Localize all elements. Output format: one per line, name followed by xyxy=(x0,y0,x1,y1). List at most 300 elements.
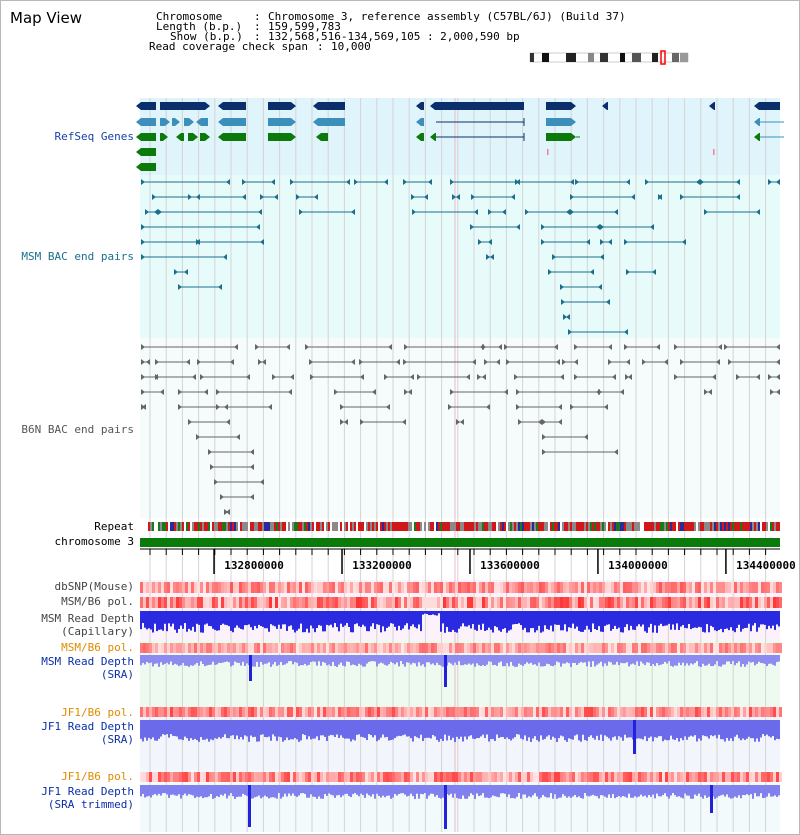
read-depth-bar xyxy=(778,720,780,739)
read-depth-bar xyxy=(304,611,306,632)
heatmap-cell xyxy=(155,772,158,782)
read-depth-bar xyxy=(610,785,612,798)
heatmap-cell xyxy=(215,643,218,653)
read-depth-bar xyxy=(460,655,462,665)
track-label-msm-depth-cap-sub: (Capillary) xyxy=(61,625,134,638)
read-depth-bar xyxy=(710,655,712,666)
read-depth-bar xyxy=(612,720,614,737)
read-depth-bar xyxy=(238,611,240,628)
repeat-segment xyxy=(552,522,554,531)
read-depth-bar xyxy=(690,720,692,736)
read-depth-bar xyxy=(196,655,198,663)
heatmap-cell xyxy=(446,707,449,717)
heatmap-cell xyxy=(344,597,347,608)
read-depth-bar xyxy=(598,655,600,663)
repeat-segment xyxy=(616,522,618,531)
read-depth-bar xyxy=(648,785,650,795)
heatmap-cell xyxy=(425,772,428,782)
heatmap-cell xyxy=(704,582,707,593)
read-depth-bar xyxy=(686,655,688,663)
read-depth-bar xyxy=(706,655,708,665)
heatmap-cell xyxy=(167,707,170,717)
read-depth-bar xyxy=(432,785,434,794)
read-depth-bar xyxy=(500,611,502,632)
repeat-segment xyxy=(220,522,222,531)
read-depth-bar xyxy=(524,655,526,664)
heatmap-cell xyxy=(383,707,386,717)
heatmap-cell xyxy=(449,582,452,593)
heatmap-cell xyxy=(299,582,302,593)
heatmap-cell xyxy=(365,707,368,717)
heatmap-cell xyxy=(410,597,413,608)
read-depth-bar xyxy=(708,655,710,664)
heatmap-cell xyxy=(152,772,155,782)
read-depth-bar xyxy=(228,785,230,796)
read-depth-bar xyxy=(636,720,638,739)
read-depth-bar xyxy=(662,785,664,795)
read-depth-bar xyxy=(704,720,706,736)
read-depth-bar xyxy=(472,785,474,795)
read-depth-bar xyxy=(300,611,302,624)
heatmap-cell xyxy=(422,582,425,593)
repeat-track xyxy=(148,522,780,531)
heatmap-cell xyxy=(515,707,518,717)
read-depth-bar xyxy=(618,611,620,628)
heatmap-cell xyxy=(713,772,716,782)
heatmap-cell xyxy=(164,707,167,717)
read-depth-bar xyxy=(634,655,636,665)
heatmap-cell xyxy=(587,597,590,608)
heatmap-cell xyxy=(188,772,191,782)
heatmap-cell xyxy=(662,772,665,782)
heatmap-cell xyxy=(413,772,416,782)
heatmap-cell xyxy=(284,772,287,782)
read-depth-bar xyxy=(580,611,582,632)
heatmap-cell xyxy=(308,597,311,608)
heatmap-cell xyxy=(776,597,779,608)
repeat-segment xyxy=(392,522,394,531)
heatmap-cell xyxy=(314,772,317,782)
heatmap-cell xyxy=(173,643,176,653)
heatmap-cell xyxy=(311,707,314,717)
heatmap-cell xyxy=(560,597,563,608)
read-depth-bar xyxy=(438,785,440,798)
heatmap-cell xyxy=(710,582,713,593)
track-label-refseq: RefSeq Genes xyxy=(54,130,134,143)
read-depth-bar xyxy=(654,611,656,625)
read-depth-bar xyxy=(742,785,744,795)
read-depth-bar xyxy=(752,720,754,738)
repeat-segment xyxy=(694,522,696,531)
heatmap-cell xyxy=(626,597,629,608)
read-depth-bar xyxy=(172,785,174,795)
heatmap-cell xyxy=(251,582,254,593)
read-depth-bar xyxy=(534,720,536,736)
read-depth-bar xyxy=(204,720,206,740)
heatmap-cell xyxy=(377,582,380,593)
heatmap-cell xyxy=(344,582,347,593)
heatmap-cell xyxy=(704,597,707,608)
read-depth-bar xyxy=(180,655,182,665)
repeat-segment xyxy=(262,522,264,531)
heatmap-cell xyxy=(191,707,194,717)
read-depth-bar xyxy=(236,720,238,736)
heatmap-cell xyxy=(515,772,518,782)
read-depth-bar xyxy=(160,655,162,662)
heatmap-cell xyxy=(515,643,518,653)
repeat-segment xyxy=(362,522,364,531)
heatmap-cell xyxy=(296,582,299,593)
heatmap-cell xyxy=(542,707,545,717)
repeat-segment xyxy=(458,522,460,531)
read-depth-bar xyxy=(276,720,278,741)
heatmap-cell xyxy=(347,582,350,593)
read-depth-bar xyxy=(434,720,436,736)
read-depth-bar xyxy=(234,720,236,739)
read-depth-bar xyxy=(632,655,634,664)
read-depth-bar xyxy=(608,720,610,738)
read-depth-bar xyxy=(522,611,524,630)
read-depth-bar xyxy=(312,720,314,739)
read-depth-bar xyxy=(492,655,494,665)
heatmap-cell xyxy=(725,597,728,608)
heatmap-cell xyxy=(287,643,290,653)
read-depth-bar xyxy=(766,611,768,629)
heatmap-cell xyxy=(737,643,740,653)
heatmap-cell xyxy=(221,597,224,608)
repeat-segment xyxy=(384,522,386,531)
read-depth-bar xyxy=(200,611,202,632)
heatmap-cell xyxy=(644,597,647,608)
read-depth-bar xyxy=(718,785,720,796)
read-depth-bar xyxy=(644,655,646,665)
read-depth-bar xyxy=(530,785,532,797)
read-depth-bar xyxy=(212,611,214,629)
repeat-segment xyxy=(620,522,622,531)
heatmap-cell xyxy=(362,597,365,608)
heatmap-cell xyxy=(326,643,329,653)
repeat-segment xyxy=(778,522,780,531)
read-depth-bar xyxy=(656,611,658,633)
read-depth-bar xyxy=(760,611,762,624)
read-depth-bar xyxy=(144,611,146,628)
heatmap-cell xyxy=(497,582,500,593)
repeat-segment xyxy=(330,522,332,531)
heatmap-cell xyxy=(680,643,683,653)
read-depth-bar xyxy=(392,785,394,798)
read-depth-bar xyxy=(338,785,340,795)
read-depth-bar xyxy=(362,655,364,667)
heatmap-cell xyxy=(611,772,614,782)
heatmap-cell xyxy=(548,772,551,782)
read-depth-bar xyxy=(742,655,744,664)
heatmap-cell xyxy=(746,772,749,782)
read-depth-bar xyxy=(744,655,746,667)
heatmap-cell xyxy=(437,707,440,717)
read-depth-bar xyxy=(672,720,674,739)
read-depth-bar xyxy=(388,655,390,664)
heatmap-cell xyxy=(206,707,209,717)
read-depth-bar xyxy=(728,785,730,797)
heatmap-cell xyxy=(440,643,443,653)
read-depth-bar xyxy=(590,785,592,796)
read-depth-bar xyxy=(358,655,360,664)
repeat-segment xyxy=(196,522,198,531)
read-depth-bar xyxy=(642,785,644,796)
heatmap-cell xyxy=(761,582,764,593)
repeat-segment xyxy=(322,522,324,531)
read-depth-bar xyxy=(492,720,494,739)
heatmap-cell xyxy=(608,582,611,593)
repeat-segment xyxy=(498,522,500,531)
read-depth-bar xyxy=(712,655,714,666)
read-depth-bar xyxy=(472,611,474,624)
read-depth-bar xyxy=(504,785,506,794)
heatmap-cell xyxy=(716,772,719,782)
heatmap-cell xyxy=(386,643,389,653)
repeat-segment xyxy=(538,522,540,531)
track-label-jf1-depth-sra-sub: (SRA) xyxy=(100,733,134,746)
read-depth-bar xyxy=(506,785,508,797)
repeat-segment xyxy=(728,522,730,531)
heatmap-cell xyxy=(500,707,503,717)
repeat-segment xyxy=(204,522,206,531)
read-depth-bar xyxy=(754,655,756,665)
read-depth-bar xyxy=(730,720,732,738)
repeat-segment xyxy=(776,522,778,531)
heatmap-cell xyxy=(299,643,302,653)
heatmap-cell xyxy=(161,772,164,782)
read-depth-bar xyxy=(606,785,608,798)
repeat-segment xyxy=(722,522,724,531)
heatmap-cell xyxy=(611,582,614,593)
read-depth-bar xyxy=(290,655,292,661)
repeat-segment xyxy=(490,522,492,531)
heatmap-cell xyxy=(416,597,419,608)
read-depth-bar xyxy=(678,611,680,630)
repeat-segment xyxy=(542,522,544,531)
read-depth-bar xyxy=(472,655,474,664)
read-depth-bar xyxy=(564,655,566,664)
read-depth-bar xyxy=(504,720,506,739)
repeat-segment xyxy=(546,522,548,531)
heatmap-cell xyxy=(518,597,521,608)
repeat-segment xyxy=(448,522,450,531)
repeat-segment xyxy=(764,522,766,531)
read-depth-bar xyxy=(490,720,492,739)
read-depth-bar xyxy=(472,720,474,739)
heatmap-cell xyxy=(230,707,233,717)
read-depth-bar xyxy=(570,611,572,628)
read-depth-bar xyxy=(326,611,328,625)
read-depth-bar xyxy=(392,611,394,624)
read-depth-bar xyxy=(356,785,358,795)
heatmap-cell xyxy=(215,772,218,782)
repeat-segment xyxy=(540,522,542,531)
repeat-segment xyxy=(452,522,454,531)
repeat-segment xyxy=(632,522,634,531)
heatmap-cell xyxy=(704,643,707,653)
read-depth-bar xyxy=(464,611,466,626)
repeat-segment xyxy=(696,522,698,531)
heatmap-cell xyxy=(266,582,269,593)
read-depth-bar xyxy=(538,785,540,799)
heatmap-cell xyxy=(293,707,296,717)
heatmap-cell xyxy=(455,597,458,608)
heatmap-cell xyxy=(386,597,389,608)
read-depth-bar xyxy=(496,655,498,666)
repeat-segment xyxy=(682,522,684,531)
read-depth-bar xyxy=(684,611,686,628)
read-depth-bar xyxy=(716,720,718,738)
heatmap-cell xyxy=(248,597,251,608)
heatmap-cell xyxy=(440,597,443,608)
repeat-segment xyxy=(774,522,776,531)
read-depth-bar xyxy=(256,720,258,742)
repeat-segment xyxy=(672,522,674,531)
heatmap-cell xyxy=(671,597,674,608)
heatmap-cell xyxy=(287,597,290,608)
heatmap-cell xyxy=(365,772,368,782)
read-depth-bar xyxy=(184,785,186,794)
read-depth-bar xyxy=(550,655,552,666)
heatmap-cell xyxy=(662,643,665,653)
heatmap-cell xyxy=(323,772,326,782)
read-depth-bar xyxy=(508,785,510,794)
read-depth-bar xyxy=(584,611,586,630)
heatmap-cell xyxy=(506,707,509,717)
read-depth-bar xyxy=(404,720,406,735)
read-depth-bar xyxy=(758,720,760,742)
read-depth-bar xyxy=(184,655,186,666)
read-depth-bar xyxy=(172,655,174,665)
repeat-segment xyxy=(296,522,298,531)
read-depth-bar xyxy=(380,720,382,738)
heatmap-cell xyxy=(320,582,323,593)
read-depth-bar xyxy=(400,785,402,793)
read-depth-bar xyxy=(546,611,548,629)
heatmap-cell xyxy=(230,582,233,593)
heatmap-cell xyxy=(308,707,311,717)
heatmap-cell xyxy=(599,597,602,608)
repeat-segment xyxy=(636,522,638,531)
read-depth-bar xyxy=(198,611,200,625)
read-depth-bar xyxy=(254,655,256,667)
read-depth-bar xyxy=(718,655,720,666)
repeat-segment xyxy=(328,522,330,531)
read-depth-bar xyxy=(242,785,244,794)
read-depth-bar xyxy=(226,655,228,661)
heatmap-cell xyxy=(728,772,731,782)
heatmap-cell xyxy=(263,707,266,717)
heatmap-cell xyxy=(452,643,455,653)
repeat-segment xyxy=(386,522,388,531)
show-value: 132,568,516-134,569,105 : 2,000,590 bp xyxy=(268,30,520,43)
read-depth-bar xyxy=(508,655,510,666)
read-depth-bar xyxy=(634,785,636,796)
repeat-segment xyxy=(252,522,254,531)
read-depth-bar xyxy=(304,785,306,794)
read-depth-bar xyxy=(756,785,758,796)
heatmap-cell xyxy=(140,597,143,608)
read-depth-bar xyxy=(602,655,604,666)
read-depth-bar xyxy=(582,611,584,632)
repeat-segment xyxy=(230,522,232,531)
read-depth-bar xyxy=(416,611,418,628)
heatmap-cell xyxy=(185,707,188,717)
read-depth-bar xyxy=(268,720,270,737)
heatmap-cell xyxy=(494,707,497,717)
repeat-segment xyxy=(258,522,260,531)
read-depth-bar xyxy=(774,655,776,666)
read-depth-bar xyxy=(448,655,450,662)
heatmap-cell xyxy=(605,582,608,593)
repeat-segment xyxy=(662,522,664,531)
repeat-segment xyxy=(474,522,476,531)
heatmap-cell xyxy=(197,597,200,608)
read-depth-bar xyxy=(268,611,270,632)
read-depth-bar xyxy=(668,611,670,624)
heatmap-cell xyxy=(350,707,353,717)
read-depth-bar xyxy=(490,655,492,662)
read-depth-bar xyxy=(724,720,726,742)
heatmap-cell xyxy=(173,707,176,717)
heatmap-cell xyxy=(488,582,491,593)
repeat-segment xyxy=(356,522,358,531)
read-depth-bar xyxy=(514,655,516,667)
repeat-segment xyxy=(510,522,512,531)
read-depth-bar xyxy=(374,611,376,629)
read-depth-bar xyxy=(146,611,148,629)
heatmap-cell xyxy=(257,582,260,593)
heatmap-cell xyxy=(206,597,209,608)
heatmap-cell xyxy=(413,582,416,593)
read-depth-bar xyxy=(752,785,754,799)
read-depth-bar xyxy=(526,655,528,662)
heatmap-cell xyxy=(488,707,491,717)
heatmap-cell xyxy=(626,707,629,717)
read-depth-bar xyxy=(424,720,426,738)
heatmap-cell xyxy=(185,582,188,593)
read-depth-bar xyxy=(640,720,642,739)
read-depth-bar xyxy=(280,720,282,737)
heatmap-cell xyxy=(170,643,173,653)
heatmap-cell xyxy=(416,582,419,593)
heatmap-cell xyxy=(149,597,152,608)
heatmap-cell xyxy=(383,597,386,608)
heatmap-cell xyxy=(236,772,239,782)
read-depth-bar xyxy=(264,720,266,737)
heatmap-cell xyxy=(572,707,575,717)
read-depth-bar xyxy=(548,720,550,735)
repeat-segment xyxy=(534,522,536,531)
read-depth-bar xyxy=(350,720,352,741)
heatmap-cell xyxy=(740,707,743,717)
read-depth-bar xyxy=(474,785,476,799)
read-depth-bar xyxy=(474,655,476,667)
read-depth-bar xyxy=(464,720,466,737)
read-depth-bar xyxy=(766,720,768,735)
read-depth-bar xyxy=(220,785,222,795)
heatmap-cell xyxy=(158,707,161,717)
read-depth-bar xyxy=(534,785,536,793)
heatmap-cell xyxy=(485,772,488,782)
repeat-segment xyxy=(600,522,602,531)
repeat-segment xyxy=(456,522,458,531)
read-depth-bar xyxy=(182,720,184,740)
repeat-segment xyxy=(288,522,290,531)
read-depth-bar xyxy=(734,655,736,665)
